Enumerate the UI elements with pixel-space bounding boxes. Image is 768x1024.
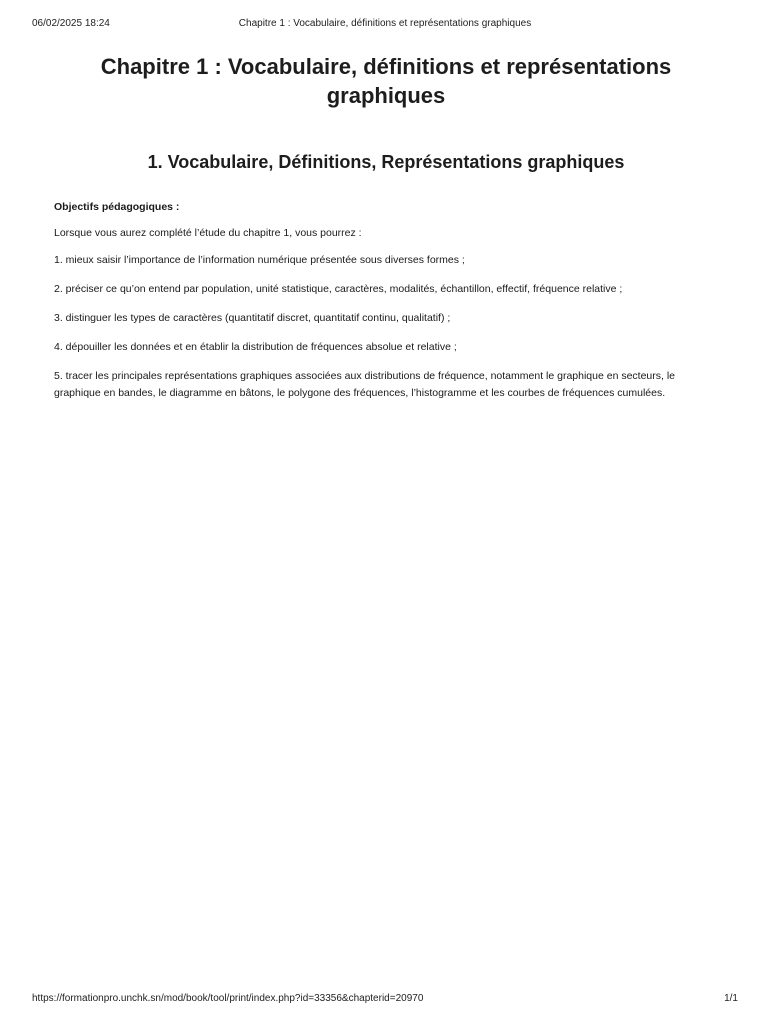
objective-item: 2. préciser ce qu’on entend par population, unité statistique, caractères, modalités, échantillon, effectif, fréquence relative ;: [54, 283, 623, 295]
objective-item: 5. tracer les principales représentations graphiques associées aux distributions de fréquence, notamment le graphique en secteurs, le graphique en bandes, le diagramme en bâtons, le polygone des fréquences, l’histogramme et les courbes de fréquences cumulées.: [54, 370, 676, 399]
print-footer: [32, 993, 738, 1007]
objectives-intro: Lorsque vous aurez complété l’étude du chapitre 1, vous pourrez :: [54, 227, 362, 239]
objective-item: 1. mieux saisir l’importance de l’information numérique présentée sous diverses formes ;: [54, 254, 465, 266]
print-header-title: Chapitre 1 : Vocabulaire, définitions et représentations graphiques: [238, 18, 532, 29]
objectives-list: [54, 252, 718, 402]
print-header: [32, 18, 738, 32]
objective-item: 4. dépouiller les données et en établir la distribution de fréquences absolue et relative ;: [54, 341, 457, 353]
chapter-title: Chapitre 1 : Vocabulaire, définitions et représentations graphiques: [100, 54, 672, 108]
page-number: 1/1: [724, 993, 738, 1004]
print-date: 06/02/2025 18:24: [32, 18, 110, 29]
section-title: 1. Vocabulaire, Définitions, Représentations graphiques: [147, 152, 625, 172]
objective-item: 3. distinguer les types de caractères (quantitatif discret, quantitatif continu, qualitatif) ;: [54, 312, 451, 324]
objectives-heading: Objectifs pédagogiques :: [54, 201, 180, 213]
print-url: https://formationpro.unchk.sn/mod/book/tool/print/index.php?id=33356&chapterid=20970: [32, 993, 424, 1004]
book-chapter-content: [54, 52, 718, 402]
